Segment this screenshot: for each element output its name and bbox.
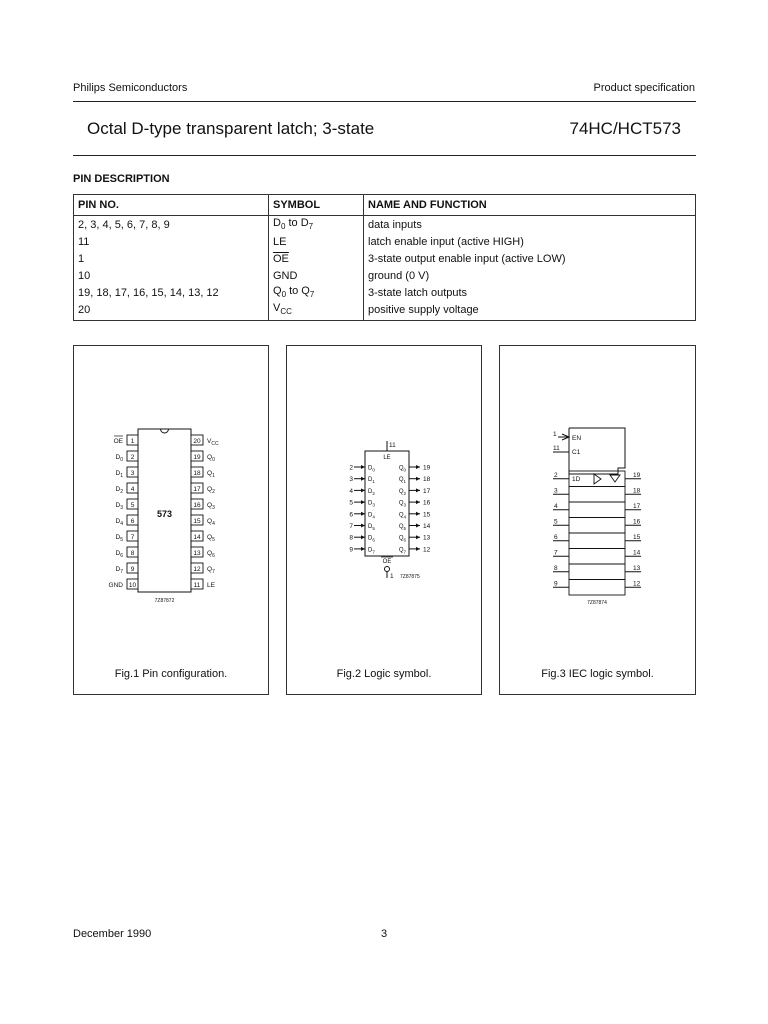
inversion-bubble [385, 567, 390, 572]
arrow-icon [416, 535, 420, 539]
pin-number: 14 [633, 549, 641, 557]
pin-number: 8 [349, 534, 353, 542]
pin-number: 5 [349, 499, 353, 507]
function-cell: data inputs [368, 218, 422, 231]
pin-number: 16 [423, 499, 431, 507]
pin-number: 3 [349, 476, 353, 484]
arrow-icon [361, 500, 365, 504]
header-doc-type: Product specification [593, 82, 695, 94]
pin-number: 5 [130, 502, 135, 509]
pin-number: 13 [423, 534, 431, 542]
pin1-notch [161, 429, 169, 433]
pin-label: $D_1$ [115, 470, 123, 479]
output-label: $Q_5$ [398, 524, 406, 531]
pin-label: $Q_2$ [207, 486, 215, 495]
input-label: $D_5$ [368, 524, 375, 531]
buffer-icon [594, 474, 601, 484]
table-row [74, 267, 696, 284]
arrow-icon [416, 512, 420, 516]
pin-label: $Q_6$ [207, 550, 215, 559]
pin-label: LE [207, 582, 215, 589]
output-label: $Q_1$ [398, 477, 406, 485]
pin-label: GND [108, 582, 123, 589]
pin-number: 6 [554, 533, 558, 541]
drawing-code: 7Z87872 [154, 598, 175, 604]
part-number: 74HC/HCT573 [569, 119, 681, 138]
pin-number: 3 [130, 470, 135, 477]
logic-symbol-diagram [287, 346, 483, 696]
page-number: 3 [381, 928, 388, 940]
output-label: $Q_4$ [398, 512, 406, 520]
latch-cell [569, 533, 625, 549]
pin-number-cell: 11 [74, 233, 269, 250]
en-input-arrow [558, 434, 569, 440]
pin-number: 7 [554, 549, 558, 557]
symbol-cell: GND [269, 267, 364, 284]
arrow-icon [361, 477, 365, 481]
arrow-icon [416, 465, 420, 469]
pin-number: 16 [633, 518, 641, 526]
pin-number: 19 [633, 471, 641, 479]
pin-label: $D_2$ [115, 486, 123, 495]
table-header-row [74, 195, 696, 216]
pin-label: OE [113, 438, 123, 445]
table-header: PIN NO. [74, 195, 269, 216]
pin-number: 7 [130, 534, 135, 541]
footer-date: December 1990 [73, 928, 152, 940]
latch-cell [569, 564, 625, 580]
table-header: NAME AND FUNCTION [364, 195, 696, 216]
figure-caption: Fig.1 Pin configuration. [114, 668, 228, 680]
pin-number: 13 [633, 564, 641, 572]
input-label: $D_6$ [368, 535, 375, 543]
pin-number: 18 [633, 487, 641, 495]
pin-number: 12 [633, 580, 641, 588]
pin-number: 20 [193, 438, 201, 445]
pin-number: 19 [423, 464, 431, 472]
pin-number-cell: 19, 18, 17, 16, 15, 14, 13, 12 [74, 284, 269, 301]
arrow-icon [416, 524, 420, 528]
symbol-cell: $\overline{OE}$ [269, 250, 364, 267]
arrow-icon [416, 500, 420, 504]
function-cell: ground (0 V) [368, 269, 430, 282]
page-title: Octal D-type transparent latch; 3-state [87, 119, 375, 138]
table-row [74, 216, 696, 234]
arrow-icon [361, 512, 365, 516]
pin-number: 6 [349, 511, 353, 519]
pin-description-table [73, 194, 696, 321]
pin-label: $D_7$ [115, 566, 123, 575]
pin-number: 5 [554, 518, 558, 526]
pin-label: $Q_1$ [207, 470, 215, 479]
input-label: $D_1$ [368, 477, 375, 485]
pin-number: 12 [423, 546, 431, 554]
figure-pin-configuration [73, 345, 269, 695]
pin-label: $Q_4$ [207, 518, 215, 527]
latch-cell [569, 487, 625, 503]
pin-number: 9 [554, 580, 558, 588]
pin-number: 7 [349, 523, 353, 530]
pin-number-cell: 2, 3, 4, 5, 6, 7, 8, 9 [74, 216, 269, 234]
symbol-cell: $D_0$ to $D_7$ [269, 216, 364, 234]
drawing-code: 7Z87875 [400, 574, 420, 580]
pin-label: $Q_3$ [207, 502, 215, 511]
header-company: Philips Semiconductors [73, 82, 188, 94]
pin-number: 19 [193, 454, 201, 461]
pin-label: $D_3$ [115, 502, 123, 511]
pin-label: $D_5$ [115, 534, 123, 543]
pin-number: 17 [423, 487, 431, 495]
pin-number: 16 [193, 502, 201, 509]
figure-iec-logic-symbol [499, 345, 696, 695]
input-label: $D_4$ [368, 512, 375, 520]
latch-cell [569, 502, 625, 518]
symbol-cell: LE [269, 233, 364, 250]
latch-cell [569, 518, 625, 534]
pin-number: 14 [423, 523, 431, 530]
figure-logic-symbol [286, 345, 482, 695]
drawing-code: 7Z87874 [587, 600, 607, 606]
arrow-icon [361, 465, 365, 469]
pin-number: 18 [193, 470, 201, 477]
symbol-cell: $V_{CC}$ [269, 301, 364, 321]
table-row [74, 250, 696, 267]
pin-number: 1 [390, 573, 394, 580]
title-divider [73, 155, 696, 156]
pin-number: 13 [193, 550, 201, 557]
output-label: $Q_3$ [398, 500, 406, 508]
table-row [74, 284, 696, 301]
pin-configuration-diagram [74, 346, 270, 696]
input-label: $D_7$ [368, 547, 375, 555]
arrow-icon [416, 477, 420, 481]
le-label: LE [383, 455, 391, 461]
figure-caption: Fig.3 IEC logic symbol. [541, 668, 654, 680]
output-label: $Q_6$ [398, 535, 406, 543]
header-divider [73, 101, 696, 102]
pin-number: 4 [349, 487, 353, 495]
iec-logic-symbol-diagram [500, 346, 697, 696]
symbol-cell: $Q_0$ to $Q_7$ [269, 284, 364, 301]
pin-label: $D_6$ [115, 550, 123, 559]
pin-number: 4 [554, 502, 558, 510]
chip-label: 573 [156, 509, 173, 519]
pin-label: $D_4$ [115, 518, 123, 527]
pin-number: 11 [553, 445, 560, 452]
pin-number-cell: 1 [74, 250, 269, 267]
pin-number: 9 [130, 566, 135, 573]
pin-number: 2 [349, 464, 353, 472]
pin-number: 17 [633, 502, 641, 510]
arrow-icon [416, 547, 420, 551]
pin-number-cell: 10 [74, 267, 269, 284]
output-label: $Q_7$ [398, 547, 406, 555]
c1-label: C1 [572, 449, 581, 456]
pin-number: 11 [193, 582, 201, 589]
pin-number: 18 [423, 476, 431, 484]
output-label: $Q_0$ [398, 465, 406, 473]
oe-label: OE [382, 559, 392, 565]
three-state-icon [610, 475, 620, 482]
en-label: EN [572, 435, 582, 442]
input-label: $D_2$ [368, 488, 375, 496]
pin-label: $V_{CC}$ [207, 438, 219, 447]
pin-number: 15 [633, 533, 641, 541]
pin-label: $Q_5$ [207, 534, 215, 543]
function-cell: positive supply voltage [368, 303, 479, 316]
pin-number: 14 [193, 534, 201, 541]
pin-number-cell: 20 [74, 301, 269, 321]
pin-number: 3 [554, 487, 558, 495]
function-cell: latch enable input (active HIGH) [368, 235, 524, 248]
pin-number: 11 [389, 442, 396, 449]
section-heading: PIN DESCRIPTION [73, 173, 170, 185]
arrow-icon [361, 488, 365, 492]
d-label: 1D [572, 476, 581, 483]
function-cell: 3-state latch outputs [368, 286, 468, 299]
arrow-icon [361, 524, 365, 528]
latch-cell [569, 549, 625, 565]
arrow-icon [361, 547, 365, 551]
pin-label: $D_0$ [115, 454, 123, 463]
table-row [74, 233, 696, 250]
figure-caption: Fig.2 Logic symbol. [336, 668, 432, 680]
pin-label: $Q_7$ [207, 566, 215, 575]
arrow-icon [361, 535, 365, 539]
pin-number: 12 [193, 566, 201, 573]
pin-label: $Q_0$ [207, 454, 215, 463]
output-label: $Q_2$ [398, 488, 406, 496]
pin-number: 6 [130, 518, 135, 525]
latch-cell [569, 580, 625, 596]
pin-number: 1 [130, 438, 135, 445]
table-header: SYMBOL [269, 195, 364, 216]
input-label: $D_3$ [368, 500, 375, 508]
pin-number: 1 [553, 431, 557, 438]
pin-number: 9 [349, 546, 353, 554]
table-row [74, 301, 696, 321]
pin-number: 15 [423, 511, 431, 519]
function-cell: 3-state output enable input (active LOW) [368, 252, 566, 265]
arrow-icon [416, 488, 420, 492]
pin-number: 2 [554, 471, 558, 479]
input-label: $D_0$ [368, 465, 375, 473]
pin-number: 8 [130, 550, 135, 557]
pin-number: 17 [193, 486, 201, 493]
pin-number: 10 [128, 582, 137, 589]
pin-number: 15 [193, 518, 201, 525]
pin-number: 2 [130, 454, 135, 461]
pin-number: 8 [554, 564, 558, 572]
pin-number: 4 [130, 486, 135, 493]
